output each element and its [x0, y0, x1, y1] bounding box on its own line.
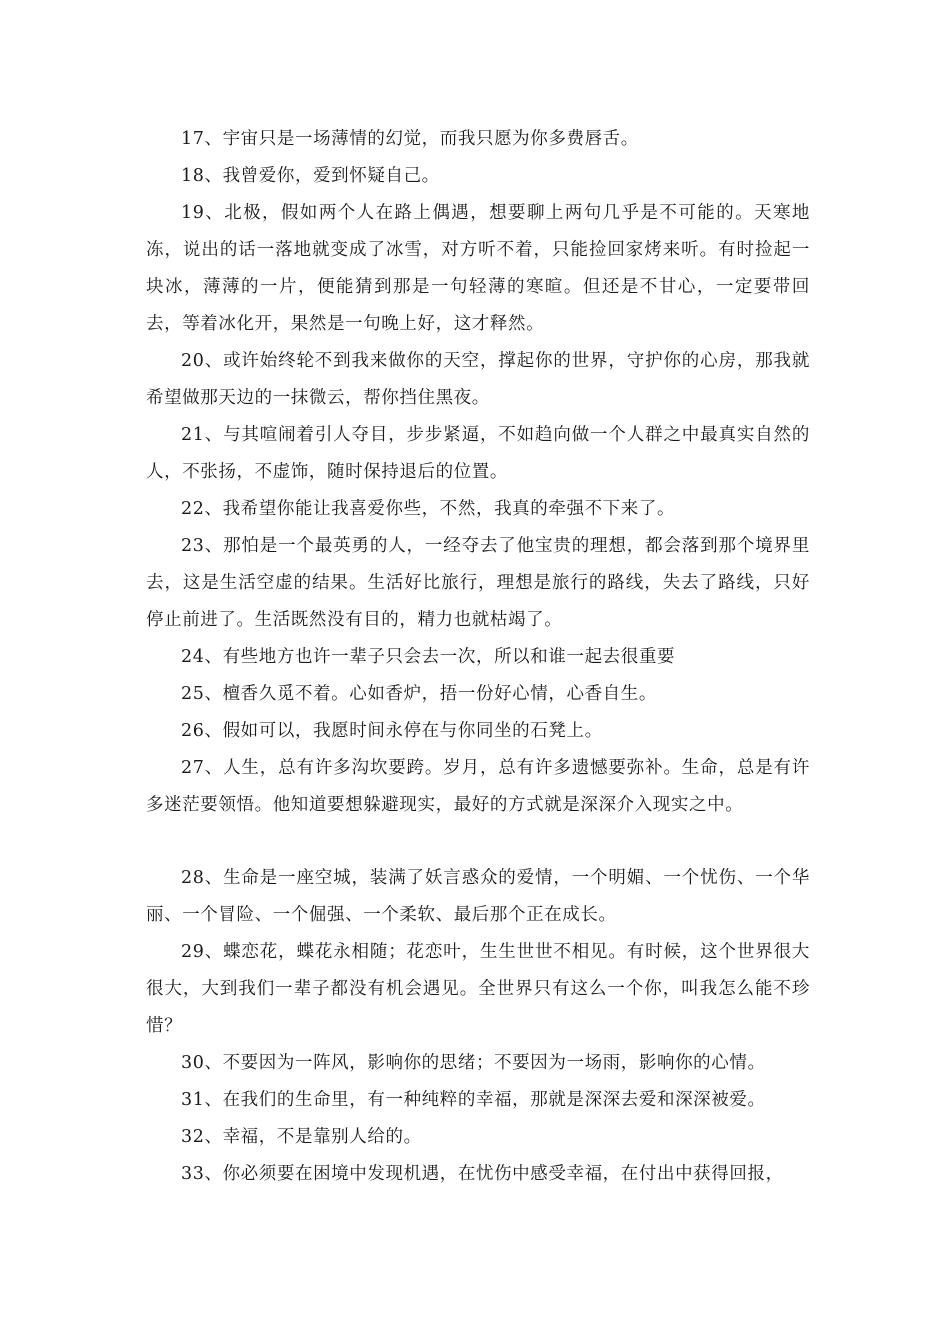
paragraph-25: 25、檀香久觅不着。心如香炉，捂一份好心情，心香自生。 — [181, 684, 657, 704]
paragraph-17: 17、宇宙只是一场薄情的幻觉，而我只愿为你多费唇舌。 — [181, 129, 639, 149]
paragraph-31: 31、在我们的生命里，有一种纯粹的幸福，那就是深深去爱和深深被爱。 — [181, 1090, 766, 1110]
paragraph-26: 26、假如可以，我愿时间永停在与你同坐的石凳上。 — [181, 721, 603, 741]
paragraph-28: 28、生命是一座空城，装满了妖言惑众的爱情，一个明媚、一个忧伤、一个华丽、一个冒险、一个倔强、一个柔软、最后那个正在成长。 — [146, 868, 810, 925]
paragraph-20: 20、或许始终轮不到我来做你的天空，撑起你的世界，守护你的心房，那我就希望做那天边的一抹微云，帮你挡住黑夜。 — [146, 351, 810, 408]
paragraph-18: 18、我曾爱你，爱到怀疑自己。 — [181, 166, 440, 186]
paragraph-23: 23、那怕是一个最英勇的人，一经夺去了他宝贵的理想，都会落到那个境界里去，这是生活空虚的结果。生活好比旅行，理想是旅行的路线，失去了路线，只好停止前进了。生活既然没有目的，精力也就枯竭了。 — [146, 536, 810, 630]
paragraph-22: 22、我希望你能让我喜爱你些，不然，我真的牵强不下来了。 — [181, 499, 676, 519]
paragraph-21: 21、与其喧闹着引人夺目，步步紧逼，不如趋向做一个人群之中最真实自然的人，不张扬，不虚饰，随时保持退后的位置。 — [146, 425, 810, 482]
paragraph-29: 29、蝶恋花，蝶花永相随；花恋叶，生生世世不相见。有时候，这个世界很大很大，大到我们一辈子都没有机会遇见。全世界只有这么一个你，叫我怎么能不珍惜？ — [146, 942, 810, 1036]
paragraph-24: 24、有些地方也许一辈子只会去一次，所以和谁一起去很重要 — [181, 647, 676, 667]
document-body — [146, 121, 810, 1193]
paragraph-33: 33、你必须要在困境中发现机遇，在忧伤中感受幸福，在付出中获得回报， — [181, 1164, 784, 1184]
paragraph-30: 30、不要因为一阵风，影响你的思绪；不要因为一场雨，影响你的心情。 — [181, 1053, 766, 1073]
paragraph-19: 19、北极，假如两个人在路上偶遇，想要聊上两句几乎是不可能的。天寒地冻，说出的话一落地就变成了冰雪，对方听不着，只能捡回家烤来听。有时捡起一块冰，薄薄的一片，便能猜到那是一句轻薄的寒暄。但还是不甘心，一定要带回去，等着冰化开，果然是一句晚上好，这才释然。 — [146, 203, 810, 334]
paragraph-32: 32、幸福，不是靠别人给的。 — [181, 1127, 422, 1147]
paragraph-27: 27、人生，总有许多沟坎要跨。岁月，总有许多遗憾要弥补。生命，总是有许多迷茫要领悟。他知道要想躲避现实，最好的方式就是深深介入现实之中。 — [146, 758, 810, 815]
